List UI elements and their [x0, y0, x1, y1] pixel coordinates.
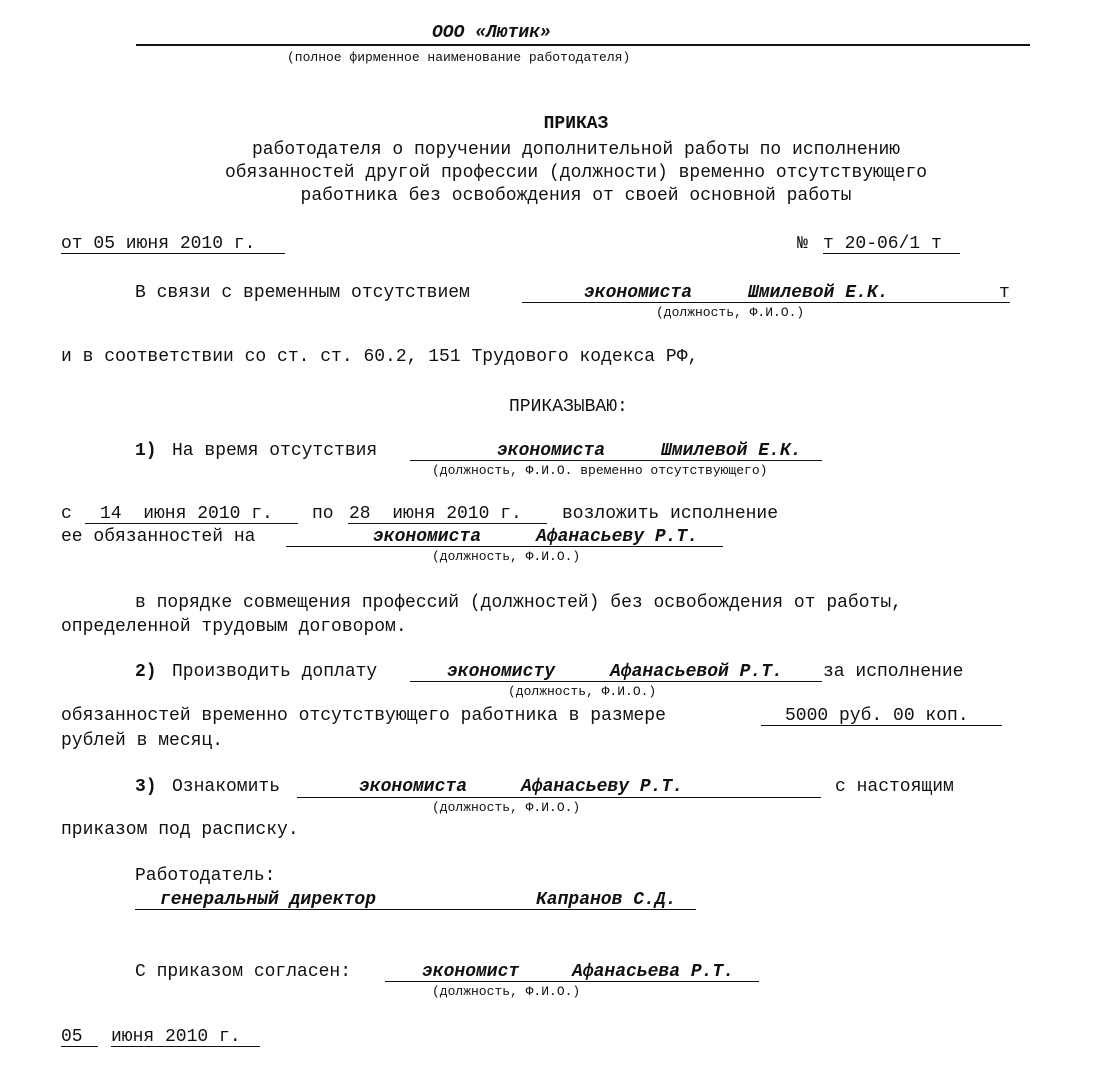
title-line-2: обязанностей другой профессии (должности) временно отсутствующего	[224, 163, 928, 183]
item3-line2: приказом под расписку.	[61, 820, 299, 840]
item1-prefix: На время отсутствия	[172, 441, 378, 461]
legal-basis: и в соответствии со ст. ст. 60.2, 151 Трудового кодекса РФ,	[61, 347, 699, 367]
number-sign: №	[797, 234, 808, 254]
item3-prefix: Ознакомить	[172, 777, 281, 797]
item1-position: экономиста	[497, 441, 606, 461]
from-date: 14 июня 2010 г.	[100, 504, 273, 524]
employer-position: генеральный директор	[160, 890, 377, 910]
item1-name: Шмилевой Е.К.	[661, 441, 802, 461]
item2-name: Афанасьевой Р.Т.	[610, 662, 783, 682]
document-heading: ПРИКАЗ	[543, 114, 609, 134]
to-date-underline	[348, 523, 547, 524]
intro-position: экономиста	[584, 283, 693, 303]
employer-name: Капранов С.Д.	[536, 890, 677, 910]
to-label: по	[312, 504, 334, 524]
order-date-underline	[61, 253, 285, 254]
order-number-underline	[823, 253, 960, 254]
company-underline	[136, 44, 1030, 46]
from-label: с	[61, 504, 72, 524]
assignee-underline	[286, 546, 723, 547]
item1-underline	[410, 460, 822, 461]
item2-number: 2)	[135, 662, 157, 682]
terms-line-1: в порядке совмещения профессий (должностей) без освобождения от работы,	[135, 593, 902, 613]
agreement-name: Афанасьева Р.Т.	[572, 962, 735, 982]
agreement-day-underline	[61, 1046, 98, 1047]
intro-prefix: В связи с временным отсутствием	[135, 283, 470, 303]
item1-number: 1)	[135, 441, 157, 461]
item3-number: 3)	[135, 777, 157, 797]
order-number: т 20-06/1 т	[823, 234, 942, 254]
item3-position: экономиста	[359, 777, 468, 797]
order-word: ПРИКАЗЫВАЮ:	[509, 397, 628, 417]
agreement-label: С приказом согласен:	[135, 962, 352, 982]
agreement-caption: (должность, Ф.И.О.)	[432, 984, 581, 999]
employer-label: Работодатель:	[135, 866, 276, 886]
item2-line3: рублей в месяц.	[61, 731, 224, 751]
item3-caption: (должность, Ф.И.О.)	[432, 800, 581, 815]
intro-name: Шмилевой Е.К.	[748, 283, 889, 303]
item2-caption: (должность, Ф.И.О.)	[508, 684, 657, 699]
item3-name: Афанасьеву Р.Т.	[521, 777, 684, 797]
item2-position: экономисту	[447, 662, 556, 682]
duties-prefix: ее обязанностей на	[61, 527, 256, 547]
to-date: 28 июня 2010 г.	[349, 504, 522, 524]
item3-suffix: с настоящим	[835, 777, 954, 797]
title-line-3: работника без освобождения от своей основной работы	[300, 186, 852, 206]
agreement-month-year: июня 2010 г.	[111, 1027, 241, 1047]
item2-suffix: за исполнение	[823, 662, 964, 682]
order-date: от 05 июня 2010 г.	[61, 234, 256, 254]
assignee-caption: (должность, Ф.И.О.)	[432, 549, 581, 564]
assignee-position: экономиста	[373, 527, 482, 547]
payment-amount-underline	[761, 725, 1002, 726]
item2-prefix: Производить доплату	[172, 662, 378, 682]
employer-underline	[135, 909, 696, 910]
title-line-1: работодателя о поручении дополнительной работы по исполнению	[251, 140, 901, 160]
agreement-underline	[385, 981, 759, 982]
company-caption: (полное фирменное наименование работодателя)	[287, 50, 631, 65]
intro-suffix: т	[999, 283, 1010, 303]
company-name: ООО «Лютик»	[432, 23, 551, 43]
payment-amount: 5000 руб. 00 коп.	[785, 706, 969, 726]
assign-text: возложить исполнение	[562, 504, 779, 524]
intro-caption: (должность, Ф.И.О.)	[656, 305, 805, 320]
from-date-underline	[85, 523, 298, 524]
item1-caption: (должность, Ф.И.О. временно отсутствующего)	[432, 463, 768, 478]
item2-underline	[410, 681, 822, 682]
item2-line2: обязанностей временно отсутствующего работника в размере	[61, 706, 666, 726]
agreement-position: экономист	[422, 962, 520, 982]
terms-line-2: определенной трудовым договором.	[61, 617, 407, 637]
agreement-month-underline	[111, 1046, 260, 1047]
item3-underline	[297, 797, 821, 798]
intro-underline	[522, 302, 1010, 303]
assignee-name: Афанасьеву Р.Т.	[536, 527, 699, 547]
agreement-day: 05	[61, 1027, 83, 1047]
